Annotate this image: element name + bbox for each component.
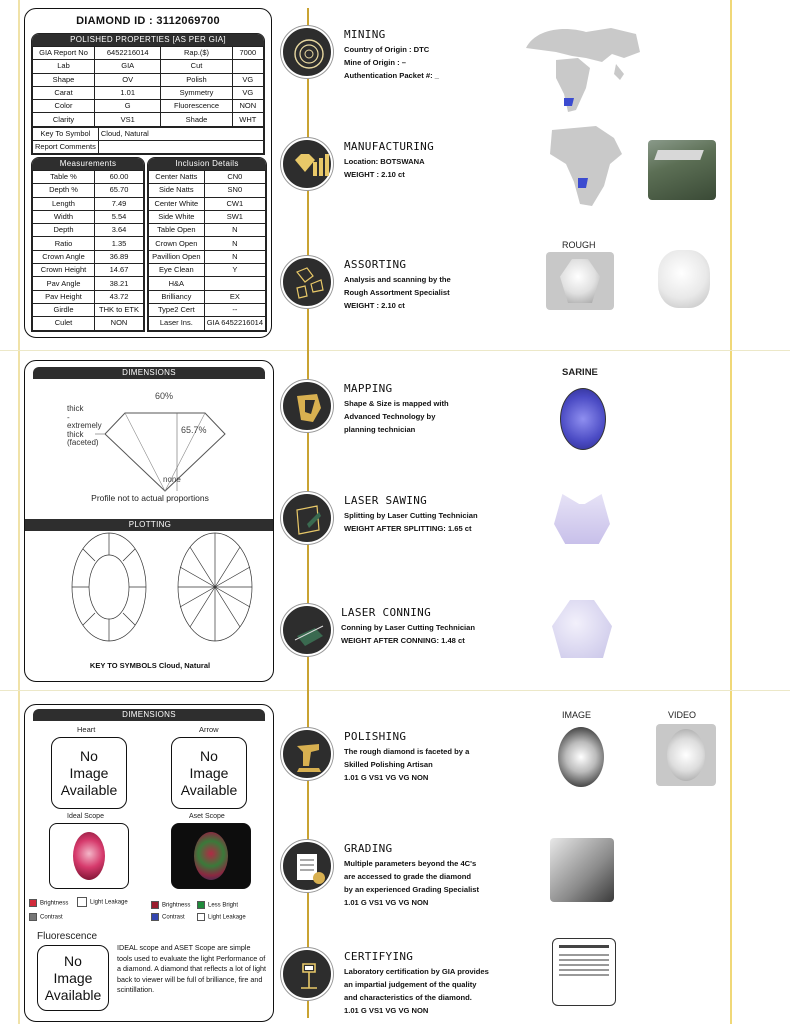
table-label-cell: Center Natts: [149, 171, 205, 184]
grading-icon-graphic: [283, 842, 335, 894]
no-image-text: Image: [189, 764, 229, 781]
diamond-id: DIAMOND ID : 3112069700: [76, 15, 220, 27]
heart-label: Heart: [77, 725, 96, 734]
plotting-header: PLOTTING: [25, 519, 274, 531]
table-value-cell: 36.89: [95, 250, 144, 263]
mapping-icon: [281, 380, 333, 432]
table-label-cell: Type2 Cert: [149, 303, 205, 316]
legend-text: Light Leakage: [90, 899, 128, 906]
no-image-text: Available: [180, 781, 238, 798]
table-row: [33, 73, 264, 86]
mapping-description: [344, 397, 449, 436]
laser-conning-icon: [281, 604, 333, 656]
table-label-cell: Color: [33, 100, 95, 113]
girdle-label-line: extremely: [67, 421, 102, 430]
no-image-text: Available: [60, 781, 118, 798]
certifying-icon-graphic: [283, 950, 335, 1002]
laser-sawing-title: LASER SAWING: [344, 494, 428, 507]
girdle-label-line: thick: [67, 404, 84, 413]
fluorescence-no-image: [37, 945, 109, 1011]
page-left-border: [18, 0, 20, 1024]
aset-legend-less-bright: [197, 901, 238, 909]
table-row: [149, 250, 266, 263]
table-value-cell: VG: [232, 86, 263, 99]
table-label-cell: Brilliancy: [149, 290, 205, 303]
swatch: [151, 913, 159, 921]
key-table: [32, 127, 264, 155]
table-label-cell: Table %: [33, 171, 95, 184]
key-label: Key To Symbol: [33, 127, 99, 140]
table-row: [33, 264, 144, 277]
table-label-cell: Rap.($): [161, 47, 232, 60]
description-line: Rough Assortment Specialist: [344, 288, 450, 297]
table-label-cell: Length: [33, 197, 95, 210]
manufacturing-icon: [281, 138, 333, 190]
table-value-cell: NON: [95, 317, 144, 330]
aset-scope-image: [171, 823, 251, 889]
inclusions-block: [147, 157, 267, 332]
description-line: WEIGHT : 2.10 ct: [344, 301, 405, 310]
table-row: [149, 237, 266, 250]
table-row: [149, 197, 266, 210]
laser-sawing-icon-graphic: [283, 494, 335, 546]
description-line: WEIGHT AFTER SPLITTING: 1.65 ct: [344, 524, 472, 533]
cert-line: [559, 945, 609, 948]
laser-sawing-description: [344, 509, 478, 535]
girdle-label: [67, 405, 102, 448]
fold-line: [0, 690, 790, 691]
grading-photo: [550, 838, 614, 902]
description-line: Mine of Origin : –: [344, 58, 407, 67]
rough-photo-2: [650, 244, 718, 314]
table-value-cell: 3.64: [95, 224, 144, 237]
rough-stone: [658, 250, 710, 308]
table-value-cell: 5.54: [95, 210, 144, 223]
table-value-cell: SN0: [204, 184, 265, 197]
description-line: Skilled Polishing Artisan: [344, 760, 433, 769]
table-label-cell: Culet: [33, 317, 95, 330]
table-label-cell: Pav Angle: [33, 277, 95, 290]
ideal-legend-brightness: [29, 899, 68, 907]
mining-icon-graphic: [283, 28, 335, 80]
table-row: [33, 224, 144, 237]
cert-line: [559, 954, 609, 956]
table-label-cell: H&A: [149, 277, 205, 290]
factory-roof: [654, 150, 704, 160]
table-value-cell: OV: [95, 73, 161, 86]
rough-stone: [560, 259, 600, 303]
measurements-header: Measurements: [32, 158, 144, 170]
assorting-icon: [281, 256, 333, 308]
table-value-cell: 38.21: [95, 277, 144, 290]
table-label-cell: Fluorescence: [161, 100, 232, 113]
description-line: an impartial judgement of the quality: [344, 980, 477, 989]
cert-line: [559, 969, 609, 971]
table-row: [33, 303, 144, 316]
table-label-cell: Crown Angle: [33, 250, 95, 263]
table-row: [33, 113, 264, 126]
table-value-cell: WHT: [232, 113, 263, 126]
manufacturing-icon-graphic: [283, 140, 335, 192]
ideal-legend-leakage: [77, 897, 128, 907]
table-row: [33, 277, 144, 290]
ideal-legend-contrast: [29, 913, 63, 921]
no-image-text: No: [80, 747, 98, 764]
video-label: VIDEO: [668, 710, 697, 720]
swatch: [151, 901, 159, 909]
polished-video[interactable]: [656, 724, 716, 786]
aset-legend-contrast: [151, 913, 185, 921]
depth-percent: 65.7%: [181, 425, 207, 435]
swatch: [29, 913, 37, 921]
table-label-cell: Lab: [33, 60, 95, 73]
table-row: [33, 290, 144, 303]
table-row: [149, 290, 266, 303]
arrow-no-image: [171, 737, 247, 809]
swatch: [77, 897, 87, 907]
report-comments-label: Report Comments: [33, 141, 99, 154]
aset-legend-brightness: [151, 901, 190, 909]
no-image-text: Image: [69, 764, 109, 781]
inclusions-table: [148, 170, 266, 331]
factory-photo: [648, 140, 716, 200]
description-line: WEIGHT AFTER CONNING: 1.48 ct: [341, 636, 465, 645]
plotting-svg: [25, 531, 274, 661]
table-label-cell: Pavillion Open: [149, 250, 205, 263]
cert-line: [559, 964, 609, 966]
table-value-cell: 6452216014: [95, 47, 161, 60]
mining-title: MINING: [344, 28, 386, 41]
table-value-cell: Y: [204, 264, 265, 277]
world-map: [516, 18, 644, 118]
legend-text: Contrast: [40, 914, 63, 921]
no-image-text: No: [64, 952, 82, 969]
description-line: Laboratory certification by GIA provides: [344, 967, 489, 976]
polished-header: POLISHED PROPERTIES [AS PER GIA]: [32, 34, 264, 46]
page-right-border: [730, 0, 732, 1024]
description-line: Shape & Size is mapped with: [344, 399, 449, 408]
table-value-cell: 7000: [232, 47, 263, 60]
table-value-cell: VS1: [95, 113, 161, 126]
ideal-scope-image: [49, 823, 129, 889]
table-value-cell: G: [95, 100, 161, 113]
polished-table: [32, 46, 264, 127]
polished-image[interactable]: [548, 724, 614, 790]
table-label-cell: Eye Clean: [149, 264, 205, 277]
table-value-cell: 14.67: [95, 264, 144, 277]
description-line: 1.01 G VS1 VG VG NON: [344, 1006, 429, 1015]
fold-line: [0, 350, 790, 351]
polishing-description: [344, 745, 469, 784]
girdle-label-line: (faceted): [67, 438, 99, 447]
polishing-title: POLISHING: [344, 730, 407, 743]
table-label-cell: Side Natts: [149, 184, 205, 197]
table-value-cell: SW1: [204, 210, 265, 223]
no-image-text: Available: [44, 986, 102, 1003]
video-gem: [667, 729, 705, 781]
table-label-cell: Shade: [161, 113, 232, 126]
description-line: WEIGHT : 2.10 ct: [344, 170, 405, 179]
cert-line: [559, 974, 609, 976]
culet-label: none: [163, 475, 181, 484]
assorting-icon-graphic: [283, 258, 335, 310]
scope-description: IDEAL scope and ASET Scope are simple tools used to evaluate the light Performance of a diamond. A diamond that reflects a lot of light back to viewer will be full of brilliance, fire and scintillation.: [117, 943, 267, 994]
description-line: Location: BOTSWANA: [344, 157, 425, 166]
dimensions-card: [24, 360, 274, 682]
ideal-scope-gem: [73, 832, 105, 880]
laser-conning-image: [552, 600, 612, 658]
grading-description: [344, 857, 479, 909]
legend-text: Less Bright: [208, 902, 239, 909]
rough-photo: [546, 252, 614, 310]
plotting-key: KEY TO SYMBOLS Cloud, Natural: [89, 661, 211, 670]
table-row: [33, 86, 264, 99]
table-label-cell: Crown Open: [149, 237, 205, 250]
laser-sawing-icon: [281, 492, 333, 544]
measurements-table: [32, 170, 144, 331]
polishing-icon: [281, 728, 333, 780]
table-label-cell: Width: [33, 210, 95, 223]
table-value-cell: [204, 277, 265, 290]
profile-diagram: [25, 379, 274, 519]
scope-header: DIMENSIONS: [33, 709, 265, 721]
table-row: [33, 317, 144, 330]
table-value-cell: 1.35: [95, 237, 144, 250]
arrow-label: Arrow: [199, 725, 219, 734]
grading-icon: [281, 840, 333, 892]
table-value-cell: VG: [232, 73, 263, 86]
swatch: [197, 913, 205, 921]
table-row: [33, 100, 264, 113]
legend-text: Brightness: [40, 900, 69, 907]
table-row: [33, 237, 144, 250]
table-label-cell: Shape: [33, 73, 95, 86]
polishing-icon-graphic: [283, 730, 335, 782]
no-image-text: Image: [53, 969, 93, 986]
table-percent: 60%: [155, 391, 174, 401]
polished-gem: [558, 727, 604, 787]
table-row: [149, 184, 266, 197]
table-label-cell: Side White: [149, 210, 205, 223]
aset-legend-light-leakage: [197, 913, 246, 921]
table-row: [149, 303, 266, 316]
description-line: Conning by Laser Cutting Technician: [341, 623, 476, 632]
table-label-cell: Crown Height: [33, 264, 95, 277]
legend-text: Brightness: [162, 902, 191, 909]
image-label: IMAGE: [562, 710, 592, 720]
assorting-title: ASSORTING: [344, 258, 407, 271]
table-label-cell: Symmetry: [161, 86, 232, 99]
description-line: Analysis and scanning by the: [344, 275, 451, 284]
polished-block: [31, 33, 265, 155]
cert-line: [559, 959, 609, 961]
table-value-cell: EX: [204, 290, 265, 303]
table-value-cell: GIA 6452216014: [204, 317, 265, 330]
table-row: [33, 47, 264, 60]
description-line: The rough diamond is faceted by a: [344, 747, 470, 756]
table-row: [149, 277, 266, 290]
table-value-cell: 1.01: [95, 86, 161, 99]
table-label-cell: Polish: [161, 73, 232, 86]
ideal-scope-label: Ideal Scope: [67, 813, 104, 820]
table-value-cell: 60.00: [95, 171, 144, 184]
description-line: are accessed to grade the diamond: [344, 872, 472, 881]
assorting-description: [344, 273, 451, 312]
table-value-cell: [232, 60, 263, 73]
table-label-cell: Depth %: [33, 184, 95, 197]
table-value-cell: 43.72: [95, 290, 144, 303]
certifying-description: [344, 965, 489, 1017]
swatch: [197, 901, 205, 909]
table-row: [149, 171, 266, 184]
description-line: Country of Origin : DTC: [344, 45, 430, 54]
table-row: [33, 184, 144, 197]
mining-icon: [281, 26, 333, 78]
table-row: [33, 171, 144, 184]
legend-text: Light Leakage: [208, 914, 246, 921]
fluorescence-label: Fluorescence: [37, 931, 98, 942]
table-row: [33, 60, 264, 73]
table-row: [149, 210, 266, 223]
table-value-cell: 7.49: [95, 197, 144, 210]
aset-scope-label: Aset Scope: [189, 813, 225, 820]
table-value-cell: N: [204, 237, 265, 250]
mapping-icon-graphic: [283, 382, 335, 434]
sarine-label: SARINE: [562, 367, 598, 378]
manufacturing-description: [344, 155, 425, 181]
table-value-cell: CN0: [204, 171, 265, 184]
description-line: Authentication Packet #: _: [344, 71, 439, 80]
swatch: [29, 899, 37, 907]
table-value-cell: CW1: [204, 197, 265, 210]
properties-card: [24, 8, 272, 338]
laser-conning-description: [341, 621, 475, 647]
certifying-title: CERTIFYING: [344, 950, 414, 963]
table-label-cell: Ratio: [33, 237, 95, 250]
heart-no-image: [51, 737, 127, 809]
table-row: [149, 264, 266, 277]
description-line: Advanced Technology by: [344, 412, 436, 421]
table-value-cell: THK to ETK: [95, 303, 144, 316]
table-label-cell: Pav Height: [33, 290, 95, 303]
description-line: Splitting by Laser Cutting Technician: [344, 511, 478, 520]
table-label-cell: GIA Report No: [33, 47, 95, 60]
measurements-block: [31, 157, 145, 332]
inclusions-header: Inclusion Details: [148, 158, 266, 170]
girdle-label-line: thick: [67, 429, 84, 439]
manufacturing-title: MANUFACTURING: [344, 140, 434, 153]
description-line: by an experienced Grading Specialist: [344, 885, 480, 894]
table-row: [149, 224, 266, 237]
certificate-thumbnail[interactable]: [552, 938, 616, 1006]
table-label-cell: Girdle: [33, 303, 95, 316]
girdle-label-line: -: [67, 412, 70, 422]
description-line: Multiple parameters beyond the 4C's: [344, 859, 477, 868]
table-label-cell: Cut: [161, 60, 232, 73]
legend-text: Contrast: [162, 914, 185, 921]
africa-map: [544, 124, 628, 210]
laser-sawing-image: [554, 494, 610, 544]
table-value-cell: 65.70: [95, 184, 144, 197]
table-row: [149, 317, 266, 330]
mapping-title: MAPPING: [344, 382, 393, 395]
table-label-cell: Center White: [149, 197, 205, 210]
certifying-icon: [281, 948, 333, 1000]
description-line: 1.01 G VS1 VG VG NON: [344, 898, 429, 907]
description-line: and characteristics of the diamond.: [344, 993, 472, 1002]
table-label-cell: Clarity: [33, 113, 95, 126]
table-label-cell: Laser Ins.: [149, 317, 205, 330]
table-label-cell: Carat: [33, 86, 95, 99]
profile-caption: Profile not to actual proportions: [91, 493, 209, 503]
laser-conning-title: LASER CONNING: [341, 606, 431, 619]
mining-description: [344, 43, 439, 82]
table-row: [33, 250, 144, 263]
sarine-image: [560, 388, 606, 450]
table-row: [33, 210, 144, 223]
table-label-cell: Table Open: [149, 224, 205, 237]
description-line: 1.01 G VS1 VG VG NON: [344, 773, 429, 782]
scope-card: [24, 704, 274, 1022]
dimensions-header: DIMENSIONS: [33, 367, 265, 379]
key-value: Cloud, Natural: [98, 127, 263, 140]
laser-conning-icon-graphic: [283, 606, 335, 658]
table-value-cell: N: [204, 250, 265, 263]
aset-scope-gem: [194, 832, 228, 880]
table-value-cell: N: [204, 224, 265, 237]
table-row: [33, 197, 144, 210]
no-image-text: No: [200, 747, 218, 764]
rough-label: ROUGH: [562, 240, 596, 250]
table-value-cell: --: [204, 303, 265, 316]
table-value-cell: GIA: [95, 60, 161, 73]
table-value-cell: NON: [232, 100, 263, 113]
description-line: planning technician: [344, 425, 416, 434]
grading-title: GRADING: [344, 842, 393, 855]
table-label-cell: Depth: [33, 224, 95, 237]
